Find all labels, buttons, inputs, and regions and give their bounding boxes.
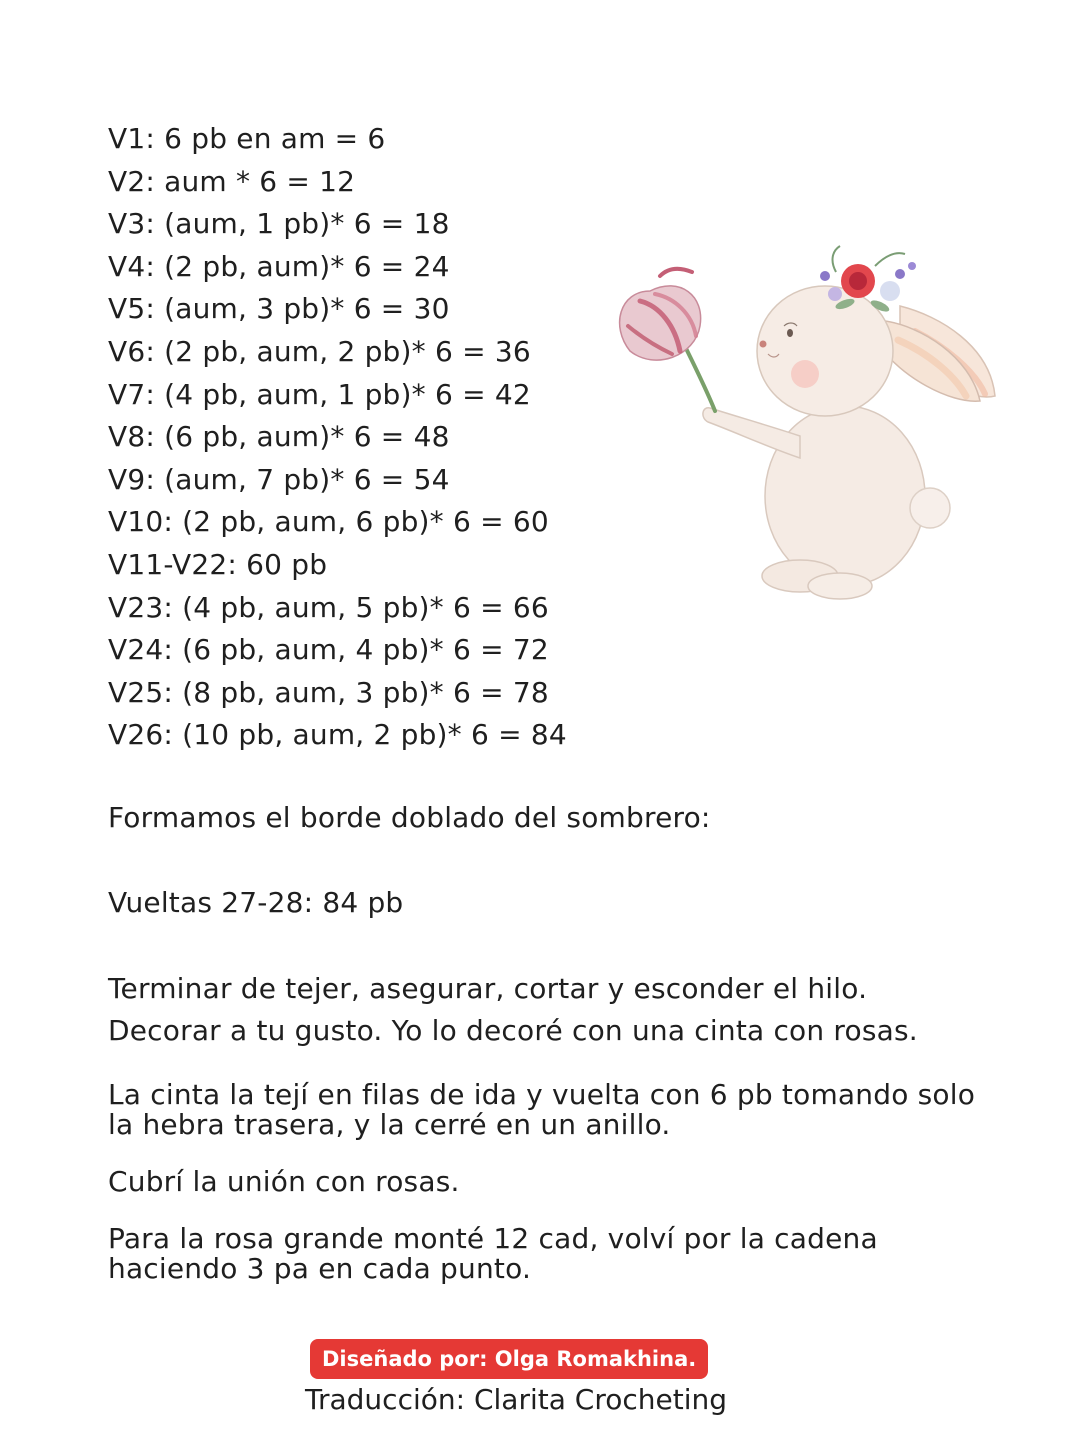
round-list: [108, 118, 567, 757]
round-item: V7: (4 pb, aum, 1 pb)* 6 = 42: [108, 377, 531, 411]
round-item: V3: (aum, 1 pb)* 6 = 18: [108, 207, 450, 241]
round-item: V25: (8 pb, aum, 3 pb)* 6 = 78: [108, 675, 549, 709]
round-item: V1: 6 pb en am = 6: [108, 122, 386, 155]
round-item: V24: (6 pb, aum, 4 pb)* 6 = 72: [108, 633, 549, 667]
brim-rounds: Vueltas 27-28: 84 pb: [108, 886, 404, 919]
brim-heading: Formamos el borde doblado del sombrero:: [108, 801, 711, 834]
designer-credit-badge: Diseñado por: Olga Romakhina.: [310, 1339, 708, 1379]
ribbon-instructions: La cinta la tejí en filas de ida y vuelta con 6 pb tomando solo la hebra trasera, y la cerré en un anillo.: [108, 1078, 976, 1141]
finish-instructions: Terminar de tejer, asegurar, cortar y esconder el hilo. Decorar a tu gusto. Yo lo decoré con una cinta con rosas.: [108, 972, 918, 1047]
round-item: V5: (aum, 3 pb)* 6 = 30: [108, 292, 450, 326]
round-item: V2: aum * 6 = 12: [108, 164, 356, 198]
rose-instructions: Para la rosa grande monté 12 cad, volví por la cadena haciendo 3 pa en cada punto.: [108, 1222, 878, 1285]
translator-credit: Traducción: Clarita Crocheting: [305, 1383, 727, 1416]
round-item: V10: (2 pb, aum, 6 pb)* 6 = 60: [108, 505, 549, 539]
round-item: V9: (aum, 7 pb)* 6 = 54: [108, 462, 450, 496]
round-item: V26: (10 pb, aum, 2 pb)* 6 = 84: [108, 718, 567, 752]
round-item: V11-V22: 60 pb: [108, 547, 328, 581]
round-item: V8: (6 pb, aum)* 6 = 48: [108, 420, 450, 454]
round-item: V4: (2 pb, aum)* 6 = 24: [108, 249, 450, 283]
cover-instructions: Cubrí la unión con rosas.: [108, 1165, 460, 1198]
bunny-with-tulip-illustration: [600, 236, 1010, 616]
round-item: V23: (4 pb, aum, 5 pb)* 6 = 66: [108, 590, 549, 624]
round-item: V6: (2 pb, aum, 2 pb)* 6 = 36: [108, 334, 531, 368]
